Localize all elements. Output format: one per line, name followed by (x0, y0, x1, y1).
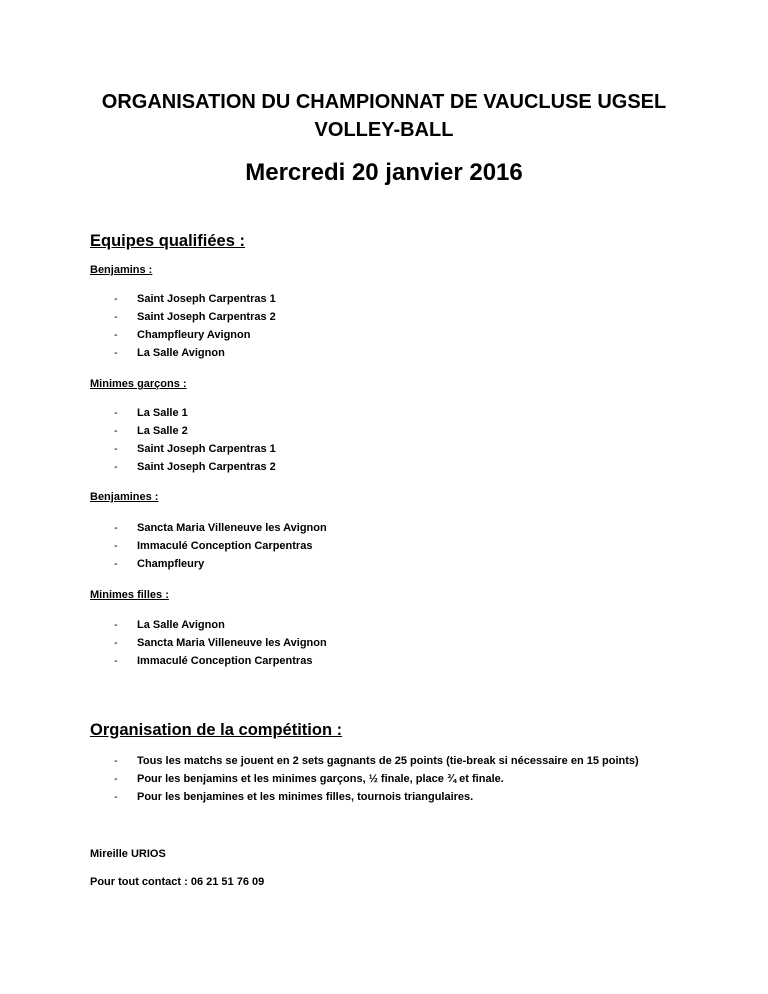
list-item: - Tous les matchs se jouent en 2 sets gagnants de 25 points (tie-break si nécessaire en 15 points) (90, 752, 697, 770)
group-label-benjamins: Benjamins : (90, 264, 153, 276)
event-date: Mercredi 20 janvier 2016 (245, 159, 523, 186)
list-item: - Sancta Maria Villeneuve les Avignon (90, 634, 327, 652)
organisation-heading: Organisation de la compétition : (90, 721, 343, 739)
contact-info: Pour tout contact : 06 21 51 76 09 (90, 876, 265, 888)
group-label-minimes-garcons: Minimes garçons : (90, 378, 187, 390)
list-item: - La Salle 2 (90, 422, 276, 440)
list-item: - Champfleury Avignon (90, 326, 276, 344)
team-list-benjamines (90, 519, 327, 573)
team-list-minimes-filles (90, 616, 327, 670)
qualified-teams-heading: Equipes qualifiées : (90, 232, 245, 250)
list-item: - Sancta Maria Villeneuve les Avignon (90, 519, 327, 537)
document-title: ORGANISATION DU CHAMPIONNAT DE VAUCLUSE UGSEL (101, 91, 667, 113)
list-item: - Saint Joseph Carpentras 2 (90, 308, 276, 326)
list-item: - La Salle Avignon (90, 616, 327, 634)
group-label-benjamines: Benjamines : (90, 491, 159, 503)
list-item: - Saint Joseph Carpentras 1 (90, 290, 276, 308)
team-list-minimes-garcons (90, 404, 276, 476)
list-item: - Saint Joseph Carpentras 1 (90, 440, 276, 458)
list-item: - Champfleury (90, 555, 327, 573)
document-subtitle: VOLLEY-BALL (314, 119, 454, 141)
team-list-benjamins (90, 290, 276, 362)
list-item: - Immaculé Conception Carpentras (90, 537, 327, 555)
list-item: - La Salle 1 (90, 404, 276, 422)
organisation-list (90, 752, 697, 806)
signature: Mireille URIOS (90, 848, 166, 860)
list-item: - Pour les benjamins et les minimes garçons, ½ finale, place ¾ et finale. (90, 770, 697, 788)
group-label-minimes-filles: Minimes filles : (90, 589, 169, 601)
list-item: - Pour les benjamines et les minimes filles, tournois triangulaires. (90, 788, 697, 806)
list-item: - Saint Joseph Carpentras 2 (90, 458, 276, 476)
list-item: - Immaculé Conception Carpentras (90, 652, 327, 670)
list-item: - La Salle Avignon (90, 344, 276, 362)
